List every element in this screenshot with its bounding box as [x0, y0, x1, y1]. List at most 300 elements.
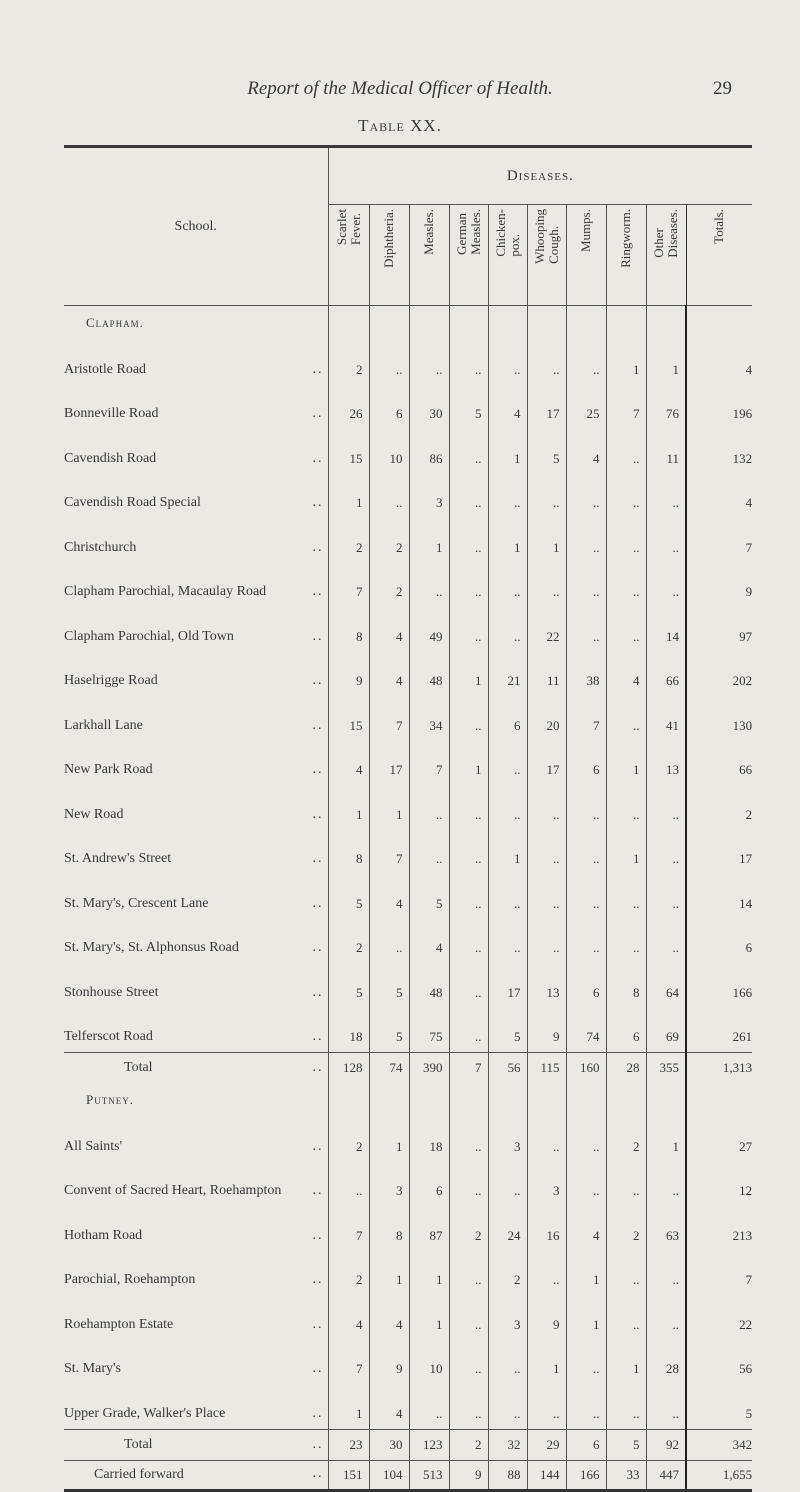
school-name-cell [64, 919, 328, 964]
value-cell: 6 [409, 1162, 449, 1207]
value-cell: .. [646, 874, 686, 919]
column-header [449, 205, 488, 306]
value-cell: .. [566, 340, 606, 385]
value-cell: 15 [328, 429, 369, 474]
value-cell: 49 [409, 607, 449, 652]
value-cell: .. [566, 474, 606, 519]
school-name: St. Andrew's Street [64, 851, 172, 866]
column-header [369, 205, 409, 306]
value-cell: 128 [328, 1053, 369, 1084]
school-name-cell [64, 385, 328, 430]
value-cell: 5 [527, 429, 566, 474]
school-name: New Park Road [64, 762, 153, 777]
leader-dots: .. [312, 851, 324, 866]
value-cell: 2 [606, 1206, 646, 1251]
row-total-cell: 130 [686, 696, 752, 741]
value-cell: 2 [449, 1429, 488, 1460]
school-name: Clapham Parochial, Old Town [64, 628, 234, 644]
value-cell: .. [566, 1340, 606, 1385]
value-cell: 9 [527, 1008, 566, 1053]
value-cell: 4 [369, 1295, 409, 1340]
school-name-cell [64, 518, 328, 563]
value-cell: 1 [566, 1295, 606, 1340]
value-cell: 23 [328, 1429, 369, 1460]
column-header-label: German Measles. [453, 209, 483, 255]
value-cell: 17 [488, 963, 527, 1008]
value-cell: .. [527, 563, 566, 608]
value-cell: 1 [328, 785, 369, 830]
value-cell: .. [449, 919, 488, 964]
value-cell: 2 [369, 563, 409, 608]
table-row [64, 474, 752, 519]
empty-cell [646, 306, 686, 341]
value-cell: .. [646, 785, 686, 830]
column-header-label: Ringworm. [618, 209, 633, 268]
value-cell: 4 [328, 741, 369, 786]
value-cell: 18 [328, 1008, 369, 1053]
column-header-label: Chicken- pox. [492, 209, 522, 257]
school-name-cell [64, 1053, 328, 1084]
value-cell: 2 [328, 340, 369, 385]
diseases-header: Diseases. [328, 147, 752, 205]
value-cell: 1 [527, 1340, 566, 1385]
value-cell: .. [646, 919, 686, 964]
value-cell: .. [488, 1340, 527, 1385]
table-row [64, 518, 752, 563]
value-cell: 6 [566, 963, 606, 1008]
value-cell: .. [449, 1162, 488, 1207]
school-name: Aristotle Road [64, 361, 147, 377]
column-header [488, 205, 527, 306]
row-total-cell: 12 [686, 1162, 752, 1207]
value-cell: 1 [566, 1251, 606, 1296]
empty-cell [566, 306, 606, 341]
school-name: All Saints' [64, 1138, 123, 1154]
leader-dots: .. [312, 1060, 324, 1075]
value-cell: 8 [606, 963, 646, 1008]
value-cell: .. [606, 429, 646, 474]
value-cell: .. [449, 429, 488, 474]
column-header-label: Other Diseases. [651, 209, 680, 258]
value-cell: .. [488, 607, 527, 652]
value-cell: .. [646, 563, 686, 608]
page-number: 29 [713, 78, 732, 99]
table-row [64, 652, 752, 697]
row-total-cell: 4 [686, 474, 752, 519]
row-total-cell: 14 [686, 874, 752, 919]
school-name: Bonneville Road [64, 406, 159, 421]
row-total-cell: 97 [686, 607, 752, 652]
value-cell: 3 [409, 474, 449, 519]
value-cell: .. [449, 474, 488, 519]
table-row [64, 741, 752, 786]
school-name: Parochial, Roehampton [64, 1272, 196, 1287]
leader-dots: .. [312, 1361, 324, 1376]
value-cell: 48 [409, 652, 449, 697]
leader-dots: .. [312, 495, 324, 510]
value-cell: 5 [409, 874, 449, 919]
leader-dots: .. [312, 1029, 324, 1044]
value-cell: .. [606, 1251, 646, 1296]
school-name-cell [64, 1384, 328, 1429]
value-cell: .. [328, 1162, 369, 1207]
school-name-cell [64, 696, 328, 741]
value-cell: 1 [328, 474, 369, 519]
value-cell: .. [606, 1295, 646, 1340]
value-cell: .. [409, 830, 449, 875]
value-cell: 20 [527, 696, 566, 741]
leader-dots: .. [312, 940, 324, 955]
value-cell: 4 [566, 429, 606, 474]
value-cell: .. [566, 830, 606, 875]
carried-forward-row [64, 1460, 752, 1490]
value-cell: .. [449, 1251, 488, 1296]
value-cell: 6 [566, 1429, 606, 1460]
value-cell: 151 [328, 1460, 369, 1490]
value-cell: 355 [646, 1053, 686, 1084]
leader-dots: .. [312, 806, 324, 822]
column-header-label: Scarlet Fever. [333, 209, 363, 246]
row-total-cell: 5 [686, 1384, 752, 1429]
value-cell: 75 [409, 1008, 449, 1053]
value-cell: 9 [328, 652, 369, 697]
value-cell: 447 [646, 1460, 686, 1490]
school-name: Stonhouse Street [64, 984, 159, 1000]
value-cell: .. [449, 518, 488, 563]
value-cell: .. [527, 1384, 566, 1429]
leader-dots: .. [312, 1183, 324, 1198]
page-header [0, 78, 800, 108]
value-cell: 18 [409, 1117, 449, 1162]
value-cell: 5 [328, 874, 369, 919]
leader-dots: .. [312, 539, 324, 555]
value-cell: .. [449, 563, 488, 608]
empty-cell [566, 1083, 606, 1117]
row-total-cell: 2 [686, 785, 752, 830]
school-name-cell [64, 429, 328, 474]
value-cell: 86 [409, 429, 449, 474]
value-cell: 13 [646, 741, 686, 786]
value-cell: 41 [646, 696, 686, 741]
value-cell: 3 [488, 1117, 527, 1162]
value-cell: 2 [606, 1117, 646, 1162]
leader-dots: .. [312, 1316, 324, 1332]
value-cell: .. [527, 474, 566, 519]
row-total-cell: 9 [686, 563, 752, 608]
value-cell: 115 [527, 1053, 566, 1084]
value-cell: 7 [328, 1206, 369, 1251]
row-total-cell: 17 [686, 830, 752, 875]
value-cell: 2 [328, 919, 369, 964]
value-cell: .. [449, 1008, 488, 1053]
value-cell: 24 [488, 1206, 527, 1251]
value-cell: 87 [409, 1206, 449, 1251]
value-cell: 3 [527, 1162, 566, 1207]
value-cell: 63 [646, 1206, 686, 1251]
value-cell: .. [606, 874, 646, 919]
value-cell: .. [527, 340, 566, 385]
total-row [64, 1429, 752, 1460]
value-cell: 1 [328, 1384, 369, 1429]
value-cell: .. [449, 607, 488, 652]
value-cell: 11 [527, 652, 566, 697]
value-cell: 17 [369, 741, 409, 786]
value-cell: 3 [488, 1295, 527, 1340]
value-cell: .. [449, 340, 488, 385]
leader-dots: .. [312, 984, 324, 1000]
value-cell: 34 [409, 696, 449, 741]
value-cell: .. [409, 1384, 449, 1429]
value-cell: .. [488, 741, 527, 786]
value-cell: 92 [646, 1429, 686, 1460]
value-cell: 66 [646, 652, 686, 697]
value-cell: .. [566, 1162, 606, 1207]
row-total-cell: 202 [686, 652, 752, 697]
row-total-cell: 6 [686, 919, 752, 964]
column-header [527, 205, 566, 306]
value-cell: 16 [527, 1206, 566, 1251]
value-cell: 2 [369, 518, 409, 563]
value-cell: 1 [369, 1251, 409, 1296]
value-cell: .. [527, 1117, 566, 1162]
school-name-cell [64, 1460, 328, 1490]
value-cell: 5 [369, 1008, 409, 1053]
value-cell: .. [606, 919, 646, 964]
table-row [64, 340, 752, 385]
value-cell: 29 [527, 1429, 566, 1460]
value-cell: .. [369, 919, 409, 964]
value-cell: .. [566, 1117, 606, 1162]
value-cell: .. [566, 518, 606, 563]
value-cell: 38 [566, 652, 606, 697]
leader-dots: .. [312, 1465, 324, 1481]
school-name: Haselrigge Road [64, 673, 158, 688]
value-cell: .. [527, 785, 566, 830]
value-cell: .. [369, 474, 409, 519]
value-cell: .. [566, 919, 606, 964]
school-name: Carried forward [94, 1466, 184, 1482]
leader-dots: .. [312, 361, 324, 377]
empty-cell [527, 306, 566, 341]
value-cell: 4 [369, 652, 409, 697]
value-cell: .. [488, 474, 527, 519]
value-cell: .. [566, 563, 606, 608]
school-name-cell [64, 1008, 328, 1053]
value-cell: 17 [527, 385, 566, 430]
leader-dots: .. [312, 450, 324, 466]
column-header [328, 205, 369, 306]
column-header [606, 205, 646, 306]
value-cell: .. [606, 1384, 646, 1429]
column-header [646, 205, 686, 306]
value-cell: 7 [566, 696, 606, 741]
leader-dots: .. [312, 406, 324, 421]
column-header [686, 205, 752, 306]
value-cell: .. [646, 830, 686, 875]
value-cell: .. [527, 1251, 566, 1296]
school-name: Upper Grade, Walker's Place [64, 1405, 226, 1421]
table-row [64, 385, 752, 430]
empty-cell [369, 1083, 409, 1117]
value-cell: 11 [646, 429, 686, 474]
value-cell: 88 [488, 1460, 527, 1490]
row-total-cell: 7 [686, 1251, 752, 1296]
empty-cell [449, 1083, 488, 1117]
value-cell: .. [409, 563, 449, 608]
leader-dots: .. [312, 628, 324, 644]
value-cell: 30 [369, 1429, 409, 1460]
school-name: St. Mary's, St. Alphonsus Road [64, 940, 239, 955]
school-name: Hotham Road [64, 1227, 143, 1243]
value-cell: 6 [369, 385, 409, 430]
value-cell: 8 [369, 1206, 409, 1251]
value-cell: .. [606, 696, 646, 741]
value-cell: 1 [646, 1117, 686, 1162]
row-total-cell: 342 [686, 1429, 752, 1460]
school-name: Clapham Parochial, Macaulay Road [64, 584, 267, 599]
value-cell: .. [606, 518, 646, 563]
value-cell: 1 [606, 741, 646, 786]
value-cell: 9 [449, 1460, 488, 1490]
value-cell: .. [646, 1251, 686, 1296]
value-cell: 123 [409, 1429, 449, 1460]
column-header [566, 205, 606, 306]
column-header-label: Whooping Cough. [531, 209, 561, 264]
value-cell: .. [606, 1162, 646, 1207]
value-cell: 4 [369, 1384, 409, 1429]
value-cell: 4 [328, 1295, 369, 1340]
leader-dots: .. [312, 673, 324, 688]
value-cell: 1 [369, 785, 409, 830]
value-cell: 22 [527, 607, 566, 652]
leader-dots: .. [312, 1272, 324, 1287]
column-header-label: Diphtheria. [381, 209, 396, 268]
disease-table [64, 145, 752, 1492]
school-name: New Road [64, 806, 124, 822]
school-name-cell [64, 340, 328, 385]
table-row [64, 1117, 752, 1162]
school-name: Larkhall Lane [64, 717, 143, 733]
column-header-label: Mumps. [578, 209, 593, 252]
value-cell: .. [449, 696, 488, 741]
report-title: Report of the Medical Officer of Health. [247, 78, 553, 99]
empty-cell [686, 306, 752, 341]
leader-dots: .. [312, 1138, 324, 1154]
empty-cell [606, 1083, 646, 1117]
value-cell: .. [527, 874, 566, 919]
empty-cell [488, 306, 527, 341]
row-total-cell: 213 [686, 1206, 752, 1251]
value-cell: 7 [606, 385, 646, 430]
value-cell: 390 [409, 1053, 449, 1084]
value-cell: 14 [646, 607, 686, 652]
school-name: St. Mary's, Crescent Lane [64, 895, 209, 911]
school-name-cell [64, 1162, 328, 1207]
value-cell: .. [527, 830, 566, 875]
value-cell: 5 [488, 1008, 527, 1053]
table-row [64, 1295, 752, 1340]
school-name-cell [64, 1295, 328, 1340]
leader-dots: .. [312, 895, 324, 911]
value-cell: .. [646, 474, 686, 519]
school-name-cell [64, 1117, 328, 1162]
value-cell: .. [488, 1162, 527, 1207]
value-cell: 2 [488, 1251, 527, 1296]
table-row [64, 1162, 752, 1207]
value-cell: .. [646, 1384, 686, 1429]
empty-cell [686, 1083, 752, 1117]
value-cell: 17 [527, 741, 566, 786]
value-cell: .. [566, 785, 606, 830]
row-total-cell: 261 [686, 1008, 752, 1053]
school-name-cell [64, 785, 328, 830]
value-cell: .. [488, 1384, 527, 1429]
empty-cell [409, 306, 449, 341]
value-cell: 4 [566, 1206, 606, 1251]
column-header-label: Measles. [421, 209, 436, 255]
empty-cell [527, 1083, 566, 1117]
value-cell: 7 [409, 741, 449, 786]
value-cell: 4 [606, 652, 646, 697]
school-name: Christchurch [64, 539, 137, 555]
value-cell: .. [409, 340, 449, 385]
value-cell: .. [449, 1340, 488, 1385]
value-cell: 1 [369, 1117, 409, 1162]
value-cell: 76 [646, 385, 686, 430]
value-cell: .. [566, 607, 606, 652]
value-cell: 1 [409, 1251, 449, 1296]
table-title: Table XX. [358, 116, 442, 135]
value-cell: 30 [409, 385, 449, 430]
empty-cell [606, 306, 646, 341]
value-cell: 2 [328, 1251, 369, 1296]
row-total-cell: 1,655 [686, 1460, 752, 1490]
value-cell: 2 [328, 518, 369, 563]
value-cell: 1 [606, 830, 646, 875]
table-row [64, 696, 752, 741]
row-total-cell: 66 [686, 741, 752, 786]
value-cell: 1 [606, 340, 646, 385]
school-name-cell [64, 741, 328, 786]
value-cell: .. [606, 785, 646, 830]
school-name-cell [64, 874, 328, 919]
value-cell: 21 [488, 652, 527, 697]
row-total-cell: 1,313 [686, 1053, 752, 1084]
school-name-cell [64, 474, 328, 519]
column-header-label: Totals. [711, 209, 727, 244]
value-cell: 1 [449, 652, 488, 697]
value-cell: 6 [566, 741, 606, 786]
value-cell: 166 [566, 1460, 606, 1490]
section-name: Clapham. [86, 315, 144, 330]
value-cell: 9 [527, 1295, 566, 1340]
value-cell: 2 [328, 1117, 369, 1162]
section-row [64, 1083, 752, 1117]
row-total-cell: 166 [686, 963, 752, 1008]
empty-cell [449, 306, 488, 341]
column-header [409, 205, 449, 306]
school-header: School. [64, 147, 328, 306]
leader-dots: .. [312, 584, 324, 599]
value-cell: 32 [488, 1429, 527, 1460]
value-cell: 26 [328, 385, 369, 430]
school-name: Telferscot Road [64, 1029, 153, 1044]
value-cell: 28 [606, 1053, 646, 1084]
value-cell: .. [449, 785, 488, 830]
value-cell: 4 [409, 919, 449, 964]
row-total-cell: 196 [686, 385, 752, 430]
value-cell: .. [488, 785, 527, 830]
